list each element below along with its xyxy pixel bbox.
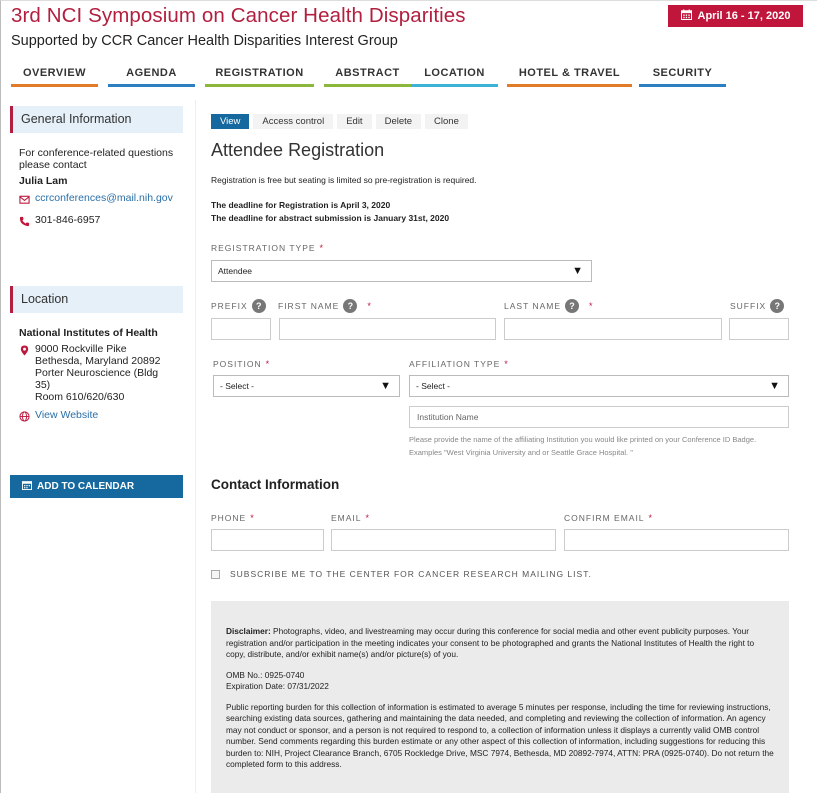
help-icon[interactable]: ? [252, 299, 266, 313]
site-title[interactable]: 3rd NCI Symposium on Cancer Health Disparities [11, 4, 466, 27]
label-text: LAST NAME [504, 301, 562, 311]
burden-statement: Public reporting burden for this collection of information is estimated to average 5 minutes per response, including the time for reviewing instructions, searching existing data sources, gathering and maintaining the data needed, and completing and reviewing the collection of information. An agency may not conduct or sponsor, and a person is not required to respond to, a collection of information unless it displays a currently valid OMB control number. Send comments regarding this burden estimate or any other aspect of this collection of information, including suggestions for reducing this burden to: NIH, Project Clearance Branch, 6705 Rockledge Drive, MSC 7974, Bethesda, MD 20892-7974, ATTN: PRA (0925-0740). Do not return the completed form to this address. [226, 701, 774, 769]
nav-underline [11, 84, 98, 87]
phone-icon [19, 214, 30, 232]
nav-label: REGISTRATION [215, 67, 304, 79]
label-text: PHONE [211, 513, 247, 523]
nav-label: HOTEL & TRAVEL [518, 67, 621, 79]
registration-type-select[interactable] [211, 260, 592, 282]
nav-abstract[interactable] [324, 66, 411, 87]
nav-underline [324, 84, 411, 87]
tab-view[interactable]: View [211, 114, 249, 129]
disclaimer-title: Disclaimer: [226, 626, 271, 636]
caret-down-icon: ▼ [572, 265, 583, 277]
globe-icon [19, 409, 30, 427]
registration-type-label [211, 243, 324, 253]
address-block [35, 343, 161, 403]
nav-label: ABSTRACT [335, 67, 400, 79]
label-text: EMAIL [331, 513, 362, 523]
select-value: - Select - [416, 381, 451, 391]
label-text: AFFILIATION TYPE [409, 359, 501, 369]
label-text: CONFIRM EMAIL [564, 513, 645, 523]
institution-name-input[interactable] [409, 406, 789, 428]
input-placeholder: Institution Name [417, 412, 479, 422]
prefix-label [211, 299, 266, 313]
help-icon[interactable]: ? [565, 299, 579, 313]
subscribe-label[interactable]: SUBSCRIBE ME TO THE CENTER FOR CANCER RESEARCH MAILING LIST. [230, 569, 592, 579]
address-line: 35) [35, 379, 51, 391]
phone-input[interactable] [211, 529, 324, 551]
nav-label: OVERVIEW [22, 67, 87, 79]
caret-down-icon: ▼ [380, 380, 391, 392]
institution-help-example: Examples "West Virginia University and or Seattle Grace Hospital. " [409, 448, 633, 457]
nav-location[interactable] [411, 66, 498, 87]
position-label [213, 359, 270, 369]
required-mark: * [319, 243, 325, 253]
disclaimer-box [211, 601, 789, 793]
address-line: Room 610/620/630 [35, 391, 125, 403]
date-badge [668, 5, 803, 27]
tab-delete[interactable]: Delete [376, 114, 421, 129]
required-mark: * [250, 513, 255, 523]
address-line: 9000 Rockville Pike [35, 343, 127, 355]
address-row [19, 343, 183, 403]
institution-help-text: Please provide the name of the affiliating Institution you would like printed on your Conference ID Badge. [409, 435, 757, 444]
site-subtitle: Supported by CCR Cancer Health Disparities Interest Group [11, 33, 398, 49]
suffix-input[interactable] [729, 318, 789, 340]
nav-underline [205, 84, 314, 87]
venue-name: National Institutes of Health [19, 327, 158, 339]
nav-registration[interactable] [205, 66, 314, 87]
general-info-body [10, 133, 183, 232]
required-mark: * [365, 513, 371, 523]
tab-access-control[interactable]: Access control [253, 114, 333, 129]
calendar-icon [681, 9, 692, 23]
website-row[interactable] [19, 409, 183, 427]
envelope-icon [19, 192, 30, 210]
help-icon[interactable]: ? [770, 299, 784, 313]
phone-label [211, 513, 255, 523]
nav-agenda[interactable] [108, 66, 195, 87]
column-divider [195, 100, 196, 793]
page-title: Attendee Registration [211, 140, 385, 160]
add-to-calendar-button[interactable] [10, 475, 183, 498]
affiliation-select[interactable] [409, 375, 789, 397]
contact-phone: 301-846-6957 [35, 214, 101, 226]
nav-label: LOCATION [424, 67, 485, 79]
label-text: FIRST NAME [278, 301, 340, 311]
disclaimer-text: Photographs, video, and livestreaming may occur during this conference for social media and other event publicity purposes. Your registration and/or participation in the meeting indicates your consent to be photographed and grants the National Institutes of Health the right to copy, distribute, and/or exhibit name(s) and/or picture(s) of you. [226, 626, 755, 659]
select-value: Attendee [218, 266, 253, 276]
last-name-label [504, 299, 594, 313]
suffix-label [730, 299, 784, 313]
nav-hotel-travel[interactable] [507, 66, 632, 87]
nav-label: AGENDA [126, 67, 177, 79]
nav-overview[interactable] [11, 66, 98, 87]
address-line: Porter Neuroscience (Bldg [35, 367, 159, 379]
required-mark: * [367, 301, 372, 311]
nav-underline [639, 84, 726, 87]
last-name-input[interactable] [504, 318, 722, 340]
location-heading: Location [10, 286, 183, 313]
admin-tabs [211, 114, 468, 129]
first-name-label [278, 299, 372, 313]
required-mark: * [589, 301, 594, 311]
help-icon[interactable]: ? [343, 299, 357, 313]
affiliation-label [409, 359, 509, 369]
abstract-deadline: The deadline for abstract submission is January 31st, 2020 [211, 213, 450, 223]
general-info-intro: For conference-related questions please contact [19, 147, 174, 171]
omb-number: OMB No.: 0925-0740 [226, 669, 305, 680]
first-name-input[interactable] [279, 318, 496, 340]
general-info-heading: General Information [10, 106, 183, 133]
nav-underline [108, 84, 195, 87]
expiration-date: Expiration Date: 07/31/2022 [226, 681, 329, 691]
registration-deadline: The deadline for Registration is April 3, 2020 [211, 200, 391, 210]
required-mark: * [265, 359, 271, 369]
contact-email-row[interactable] [19, 192, 183, 210]
caret-down-icon: ▼ [769, 380, 780, 392]
confirm-email-input[interactable] [564, 529, 789, 551]
disclaimer-paragraph [226, 626, 774, 661]
contact-phone-row [19, 214, 183, 232]
map-marker-icon [19, 343, 30, 361]
contact-info-heading: Contact Information [211, 477, 340, 492]
contact-name: Julia Lam [19, 175, 68, 187]
registration-intro: Registration is free but seating is limited so pre-registration is required. [211, 175, 477, 185]
nav-underline [507, 84, 632, 87]
nav-underline [411, 84, 498, 87]
select-value: - Select - [220, 381, 255, 391]
calendar-icon [22, 480, 32, 493]
sidebar [10, 106, 183, 427]
tab-edit[interactable]: Edit [337, 114, 371, 129]
prefix-input[interactable] [211, 318, 271, 340]
subscribe-checkbox[interactable] [211, 570, 220, 579]
address-line: Bethesda, Maryland 20892 [35, 355, 161, 367]
label-text: REGISTRATION TYPE [211, 243, 316, 253]
view-website-link[interactable]: View Website [35, 409, 99, 421]
position-select[interactable] [213, 375, 400, 397]
email-input[interactable] [331, 529, 556, 551]
location-body [10, 313, 183, 427]
label-text: SUFFIX [730, 301, 767, 311]
contact-email-link[interactable]: ccrconferences@mail.nih.gov [35, 192, 173, 204]
email-label [331, 513, 370, 523]
nav-security[interactable] [639, 66, 726, 87]
label-text: PREFIX [211, 301, 248, 311]
confirm-email-label [564, 513, 653, 523]
nav-label: SECURITY [652, 67, 713, 79]
label-text: POSITION [213, 359, 262, 369]
add-to-calendar-label: ADD TO CALENDAR [37, 481, 135, 492]
tab-clone[interactable]: Clone [425, 114, 468, 129]
date-badge-text: April 16 - 17, 2020 [697, 10, 791, 22]
required-mark: * [504, 359, 509, 369]
required-mark: * [648, 513, 654, 523]
